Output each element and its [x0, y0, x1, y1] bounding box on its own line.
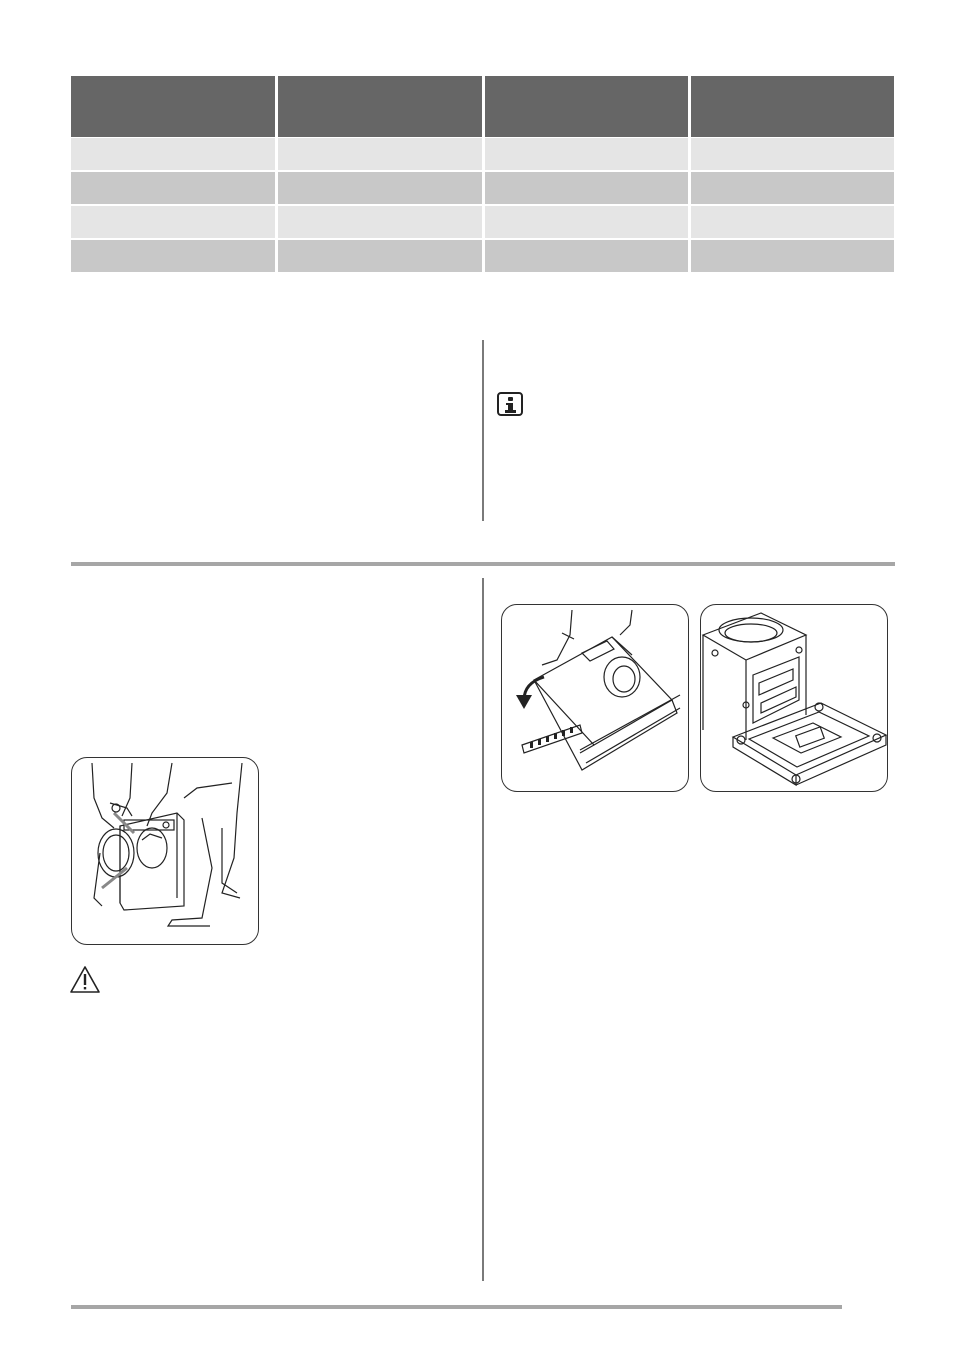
section-divider: [71, 562, 895, 566]
table-header-row: [71, 76, 894, 137]
table-header-cell: [691, 76, 894, 137]
table-header-cell: [278, 76, 482, 137]
figure-carrying-machine: [71, 757, 259, 945]
table-cell: [485, 172, 688, 204]
base-illustration: [701, 605, 888, 792]
table-cell: [71, 206, 275, 238]
table-cell: [278, 138, 482, 170]
table-header-cell: [71, 76, 275, 137]
table-cell: [278, 206, 482, 238]
tilt-illustration: [502, 605, 689, 792]
table-cell: [485, 206, 688, 238]
table-cell: [485, 138, 688, 170]
table-header-cell: [485, 76, 688, 137]
table-cell: [71, 240, 275, 272]
table-cell: [278, 172, 482, 204]
table-cell: [71, 138, 275, 170]
table-cell: [278, 240, 482, 272]
table-row: [71, 138, 894, 170]
figure-machine-base: [700, 604, 888, 792]
figure-tilted-machine: [501, 604, 689, 792]
table-row: [71, 206, 894, 238]
table-cell: [71, 172, 275, 204]
info-icon: [497, 392, 523, 416]
footer-divider: [71, 1305, 842, 1309]
table-row: [71, 240, 894, 272]
table-cell: [691, 240, 894, 272]
table-cell: [691, 138, 894, 170]
column-divider: [482, 578, 484, 1281]
column-divider: [482, 340, 484, 521]
table-cell: [485, 240, 688, 272]
table-cell: [691, 172, 894, 204]
warning-triangle-icon: [69, 965, 101, 994]
table-row: [71, 172, 894, 204]
carrying-illustration: [72, 758, 259, 945]
table-cell: [691, 206, 894, 238]
